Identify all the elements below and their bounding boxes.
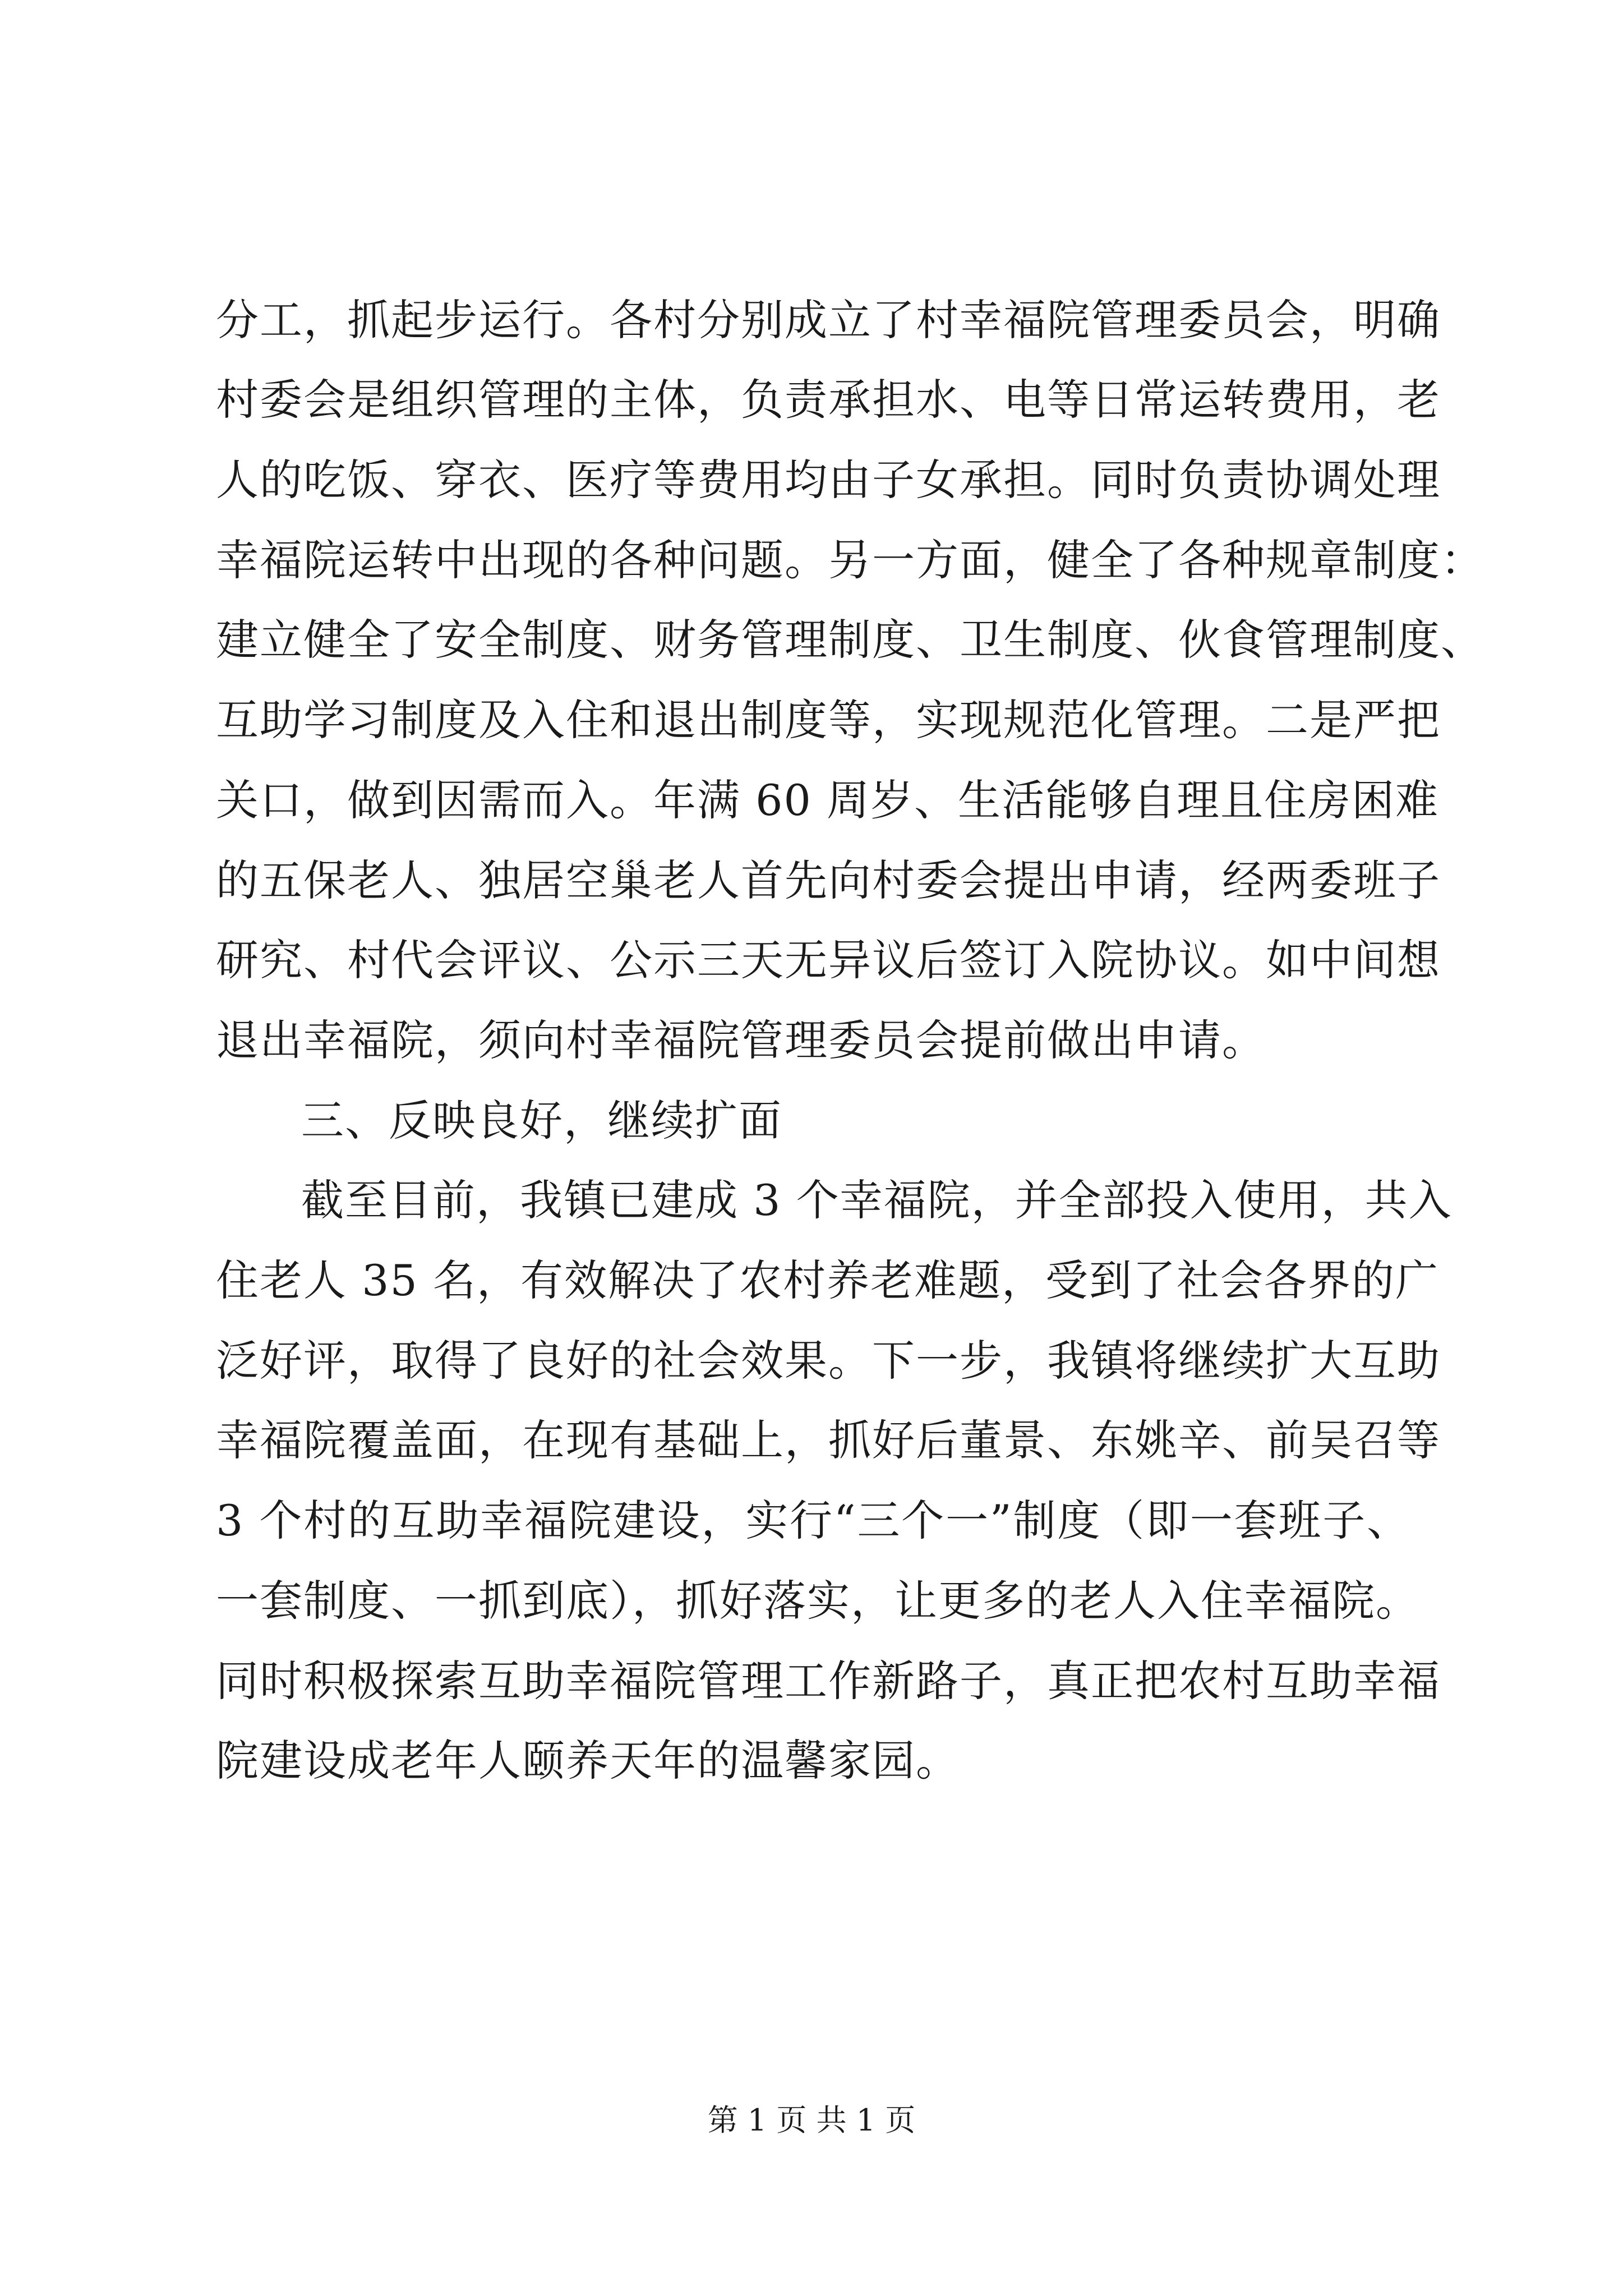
text-line: 3 个村的互助幸福院建设，实行“三个一”制度（即一套班子、 bbox=[216, 1496, 1410, 1545]
text-line: 退出幸福院，须向村幸福院管理委员会提前做出申请。 bbox=[216, 1015, 1266, 1065]
text-line: 截至目前，我镇已建成 3 个幸福院，并全部投入使用，共入 bbox=[301, 1175, 1453, 1225]
text-line: 分工，抓起步运行。各村分别成立了村幸福院管理委员会，明确 bbox=[216, 295, 1441, 345]
text-line: 住老人 35 名，有效解决了农村养老难题，受到了社会各界的广 bbox=[216, 1255, 1440, 1305]
text-line: 幸福院覆盖面，在现有基础上，抓好后董景、东姚辛、前吴召等 bbox=[216, 1415, 1441, 1465]
page-footer: 第 1 页 共 1 页 bbox=[707, 2102, 916, 2138]
text-line: 院建设成老年人颐养天年的温馨家园。 bbox=[216, 1736, 960, 1786]
text-line: 人的吃饭、穿衣、医疗等费用均由子女承担。同时负责协调处理 bbox=[216, 455, 1441, 505]
text-line: 关口，做到因需而入。年满 60 周岁、生活能够自理且住房困难 bbox=[216, 775, 1440, 825]
text-line: 互助学习制度及入住和退出制度等，实现规范化管理。二是严把 bbox=[216, 695, 1441, 745]
text-line: 一套制度、一抓到底），抓好落实，让更多的老人入住幸福院。 bbox=[216, 1576, 1419, 1626]
text-line: 泛好评，取得了良好的社会效果。下一步，我镇将继续扩大互助 bbox=[216, 1336, 1441, 1386]
text-line: 的五保老人、独居空巢老人首先向村委会提出申请，经两委班子 bbox=[216, 855, 1441, 905]
text-line: 幸福院运转中出现的各种问题。另一方面，健全了各种规章制度： bbox=[216, 535, 1484, 585]
text-line: 研究、村代会评议、公示三天无异议后签订入院协议。如中间想 bbox=[216, 935, 1441, 985]
text-line: 村委会是组织管理的主体，负责承担水、电等日常运转费用，老 bbox=[216, 375, 1441, 425]
text-line: 同时积极探索互助幸福院管理工作新路子，真正把农村互助幸福 bbox=[216, 1656, 1441, 1706]
text-line: 建立健全了安全制度、财务管理制度、卫生制度、伙食管理制度、 bbox=[216, 615, 1484, 665]
section-heading: 三、反映良好，继续扩面 bbox=[301, 1096, 782, 1145]
